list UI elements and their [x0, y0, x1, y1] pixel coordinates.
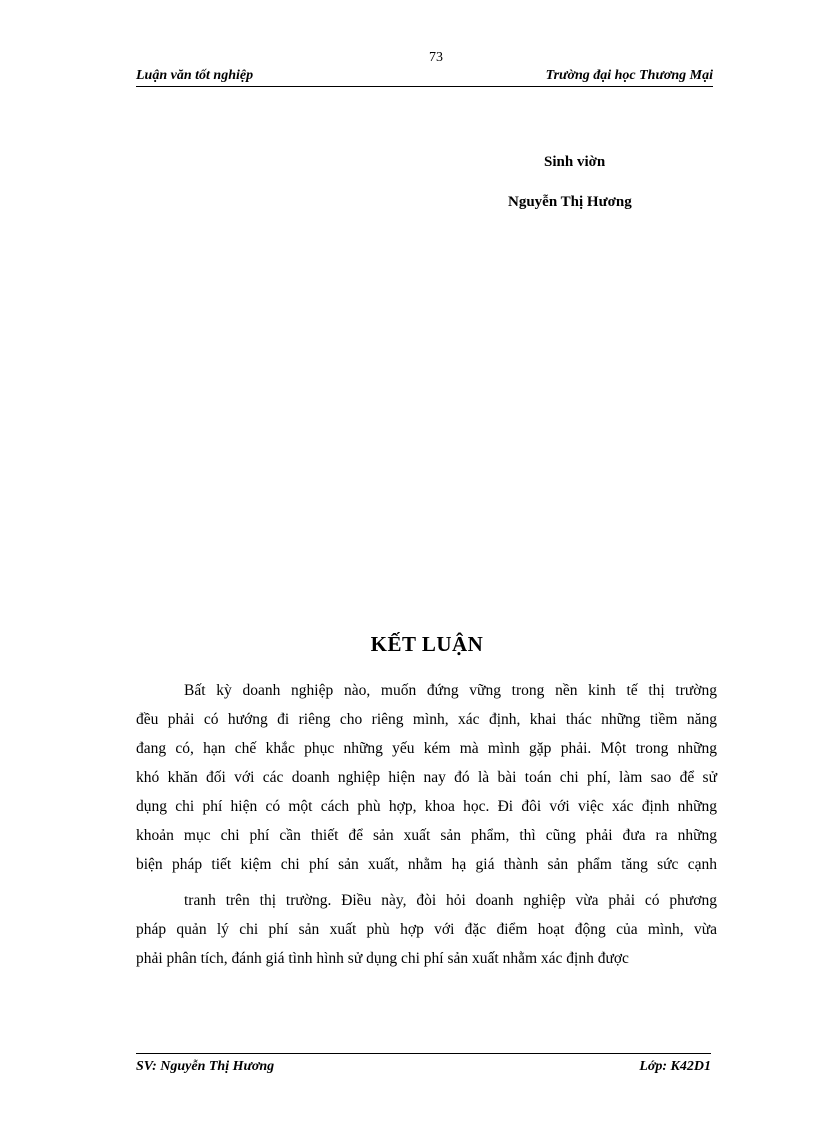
footer-class-code: Lớp: K42D1	[639, 1059, 711, 1074]
footer-student-name: SV: Nguyễn Thị Hương	[136, 1059, 275, 1074]
paragraph-line: tranh trên thị trường. Điều này, đòi hỏi doanh nghiệp vừa phải có phương	[184, 892, 717, 909]
paragraph-line: pháp quản lý chi phí sản xuất phù hợp với đặc điểm hoạt động của mình, vừa	[136, 921, 717, 938]
header-thesis-label: Luận văn tốt nghiệp	[136, 68, 254, 83]
page-footer	[136, 1053, 711, 1078]
page-header	[136, 68, 713, 87]
paragraph-line: biện pháp tiết kiệm chi phí sản xuất, nhằm hạ giá thành sản phẩm tăng sức cạnh	[136, 856, 717, 873]
paragraph-line: dụng chi phí hiện có một cách phù hợp, khoa học. Đi đôi với việc xác định những	[136, 798, 717, 815]
paragraph-line: khó khăn đối với các doanh nghiệp hiện nay đó là bài toán chi phí, làm sao để sử	[136, 769, 717, 786]
paragraph-line: khoản mục chi phí cần thiết để sản xuất sản phẩm, thì cũng phải đưa ra những	[136, 827, 717, 844]
page-number: 73	[429, 50, 443, 65]
header-university-name: Trường đại học Thương Mại	[545, 68, 713, 83]
signature-role: Sinh viờn	[544, 154, 606, 170]
paragraph-line: đều phải có hướng đi riêng cho riêng mình, xác định, khai thác những tiềm năng	[136, 711, 717, 728]
paragraph-line: phải phân tích, đánh giá tình hình sử dụng chi phí sản xuất nhằm xác định được	[136, 950, 629, 967]
paragraph-line: đang có, hạn chế khắc phục những yếu kém mà mình gặp phải. Một trong những	[136, 740, 717, 757]
signature-name: Nguyễn Thị Hương	[508, 194, 632, 210]
section-title: KẾT LUẬN	[370, 632, 484, 656]
paragraph-line: Bất kỳ doanh nghiệp nào, muốn đứng vững trong nền kinh tế thị trường	[184, 682, 717, 699]
